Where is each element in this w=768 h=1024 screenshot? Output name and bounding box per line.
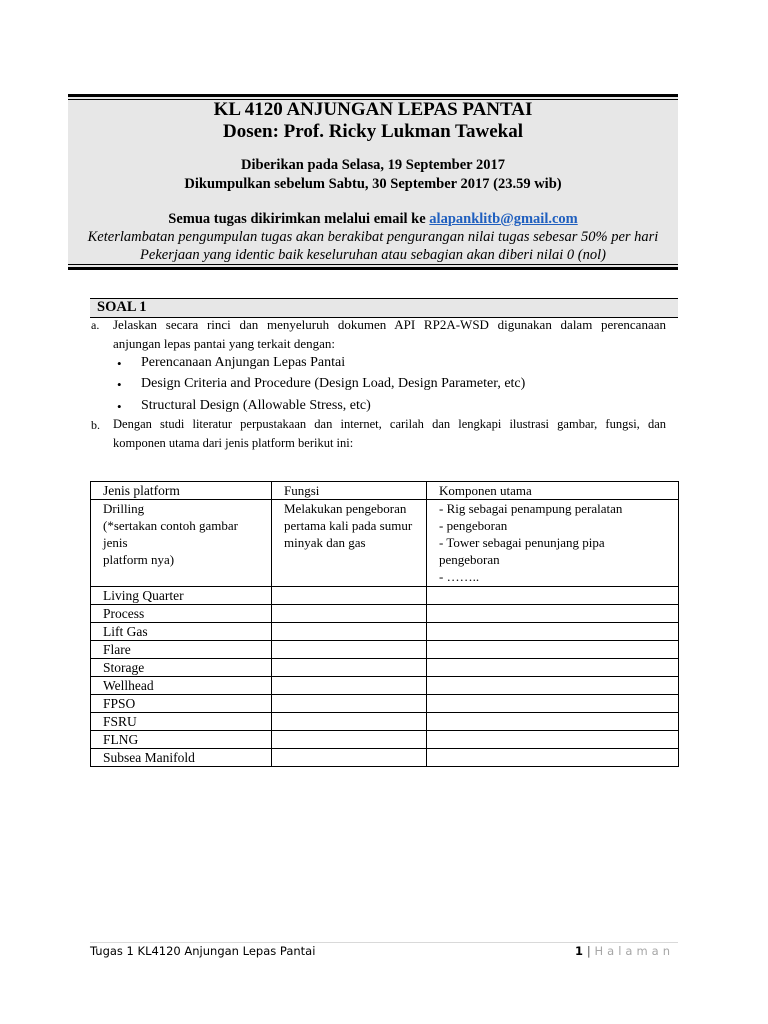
table-row [91,500,679,587]
table-cell [427,695,679,713]
table-row [91,677,679,695]
table-cell: Process [91,605,272,623]
bullet-icon: • [117,356,122,371]
table-row [91,605,679,623]
table-cell [272,587,427,605]
table-cell [272,749,427,767]
footer-rule [90,942,678,943]
table-cell [272,731,427,749]
table-row [91,713,679,731]
page-indicator [575,944,674,958]
page-number: 1 [574,944,583,958]
table-cell [272,695,427,713]
table-header-row [91,482,679,500]
lecturer-name: Dosen: Prof. Ricky Lukman Tawekal [222,121,523,142]
course-title: KL 4120 ANJUNGAN LEPAS PANTAI [213,99,533,120]
header-jenis-platform: Jenis platform [91,482,272,500]
soal-heading: SOAL 1 [97,299,147,315]
bullet-item: Perencanaan Anjungan Lepas Pantai [141,355,346,370]
bullet-icon: • [117,399,122,414]
email-link[interactable]: alapanklitb@gmail.com [429,211,578,227]
bullet-icon: • [117,377,122,392]
question-a-letter: a. [91,318,100,332]
header-bottom-rule-thin [68,264,678,265]
table-cell: Living Quarter [91,587,272,605]
bullet-item: Structural Design (Allowable Stress, etc) [141,398,371,413]
cell-drilling-function: Melakukan pengeboran pertama kali pada sumur minyak dan gas [272,500,427,587]
page-word: Halaman [594,944,674,958]
table-cell [272,659,427,677]
table-cell [427,587,679,605]
question-a-line2: anjungan lepas pantai yang terkait dengan: [113,336,336,351]
page-separator: | [586,944,591,958]
table-cell: Wellhead [91,677,272,695]
soal-heading-bar [90,298,678,318]
footer-title: Tugas 1 KL4120 Anjungan Lepas Pantai [90,944,316,958]
table-cell: Subsea Manifold [91,749,272,767]
table-cell: FLNG [91,731,272,749]
table-cell [427,713,679,731]
table-cell [272,713,427,731]
table-cell [427,623,679,641]
date-due: Dikumpulkan sebelum Sabtu, 30 September 2017 (23.59 wib) [184,176,562,192]
identical-notice: Pekerjaan yang identic baik keseluruhan atau sebagian akan diberi nilai 0 (nol) [140,247,606,263]
table-row [91,659,679,677]
table-cell: FPSO [91,695,272,713]
table-row [91,749,679,767]
platform-table [90,481,679,767]
table-cell: FSRU [91,713,272,731]
table-cell: Flare [91,641,272,659]
submission-text: Semua tugas dikirimkan melalui email ke [168,211,430,227]
table-cell: Lift Gas [91,623,272,641]
submission-instruction [68,211,678,228]
table-cell [427,731,679,749]
table-cell [427,749,679,767]
assignment-header [68,94,678,270]
header-komponen-utama: Komponen utama [427,482,679,500]
table-row [91,641,679,659]
table-cell [272,641,427,659]
table-cell [272,623,427,641]
question-b-line1: Dengan studi literatur perpustakaan dan internet, carilah dan lengkapi ilustrasi gambar, fungsi, dan [113,417,666,431]
date-given: Diberikan pada Selasa, 19 September 2017 [241,157,505,173]
bullet-item: Design Criteria and Procedure (Design Load, Design Parameter, etc) [141,376,526,391]
table-cell [427,605,679,623]
table-row [91,695,679,713]
table-cell [427,641,679,659]
table-cell [427,677,679,695]
table-row [91,731,679,749]
question-a-line1: Jelaskan secara rinci dan menyeluruh dokumen API RP2A-WSD digunakan dalam perencanaan [113,317,666,332]
table-row [91,587,679,605]
table-row [91,623,679,641]
table-cell [272,677,427,695]
table-cell: Storage [91,659,272,677]
header-bottom-rule [68,267,678,270]
cell-drilling-components: - Rig sebagai penampung peralatan - pengeboran - Tower sebagai penunjang pipa pengeboran - …….. [427,500,679,587]
table-cell [272,605,427,623]
header-top-rule [68,94,678,97]
cell-drilling-type: Drilling (*sertakan contoh gambar jenis platform nya) [91,500,272,587]
question-b-letter: b. [91,418,100,432]
header-fungsi: Fungsi [272,482,427,500]
question-b-line2: komponen utama dari jenis platform berikut ini: [113,436,354,450]
late-notice: Keterlambatan pengumpulan tugas akan berakibat pengurangan nilai tugas sebesar 50% per hari [87,229,659,245]
table-cell [427,659,679,677]
